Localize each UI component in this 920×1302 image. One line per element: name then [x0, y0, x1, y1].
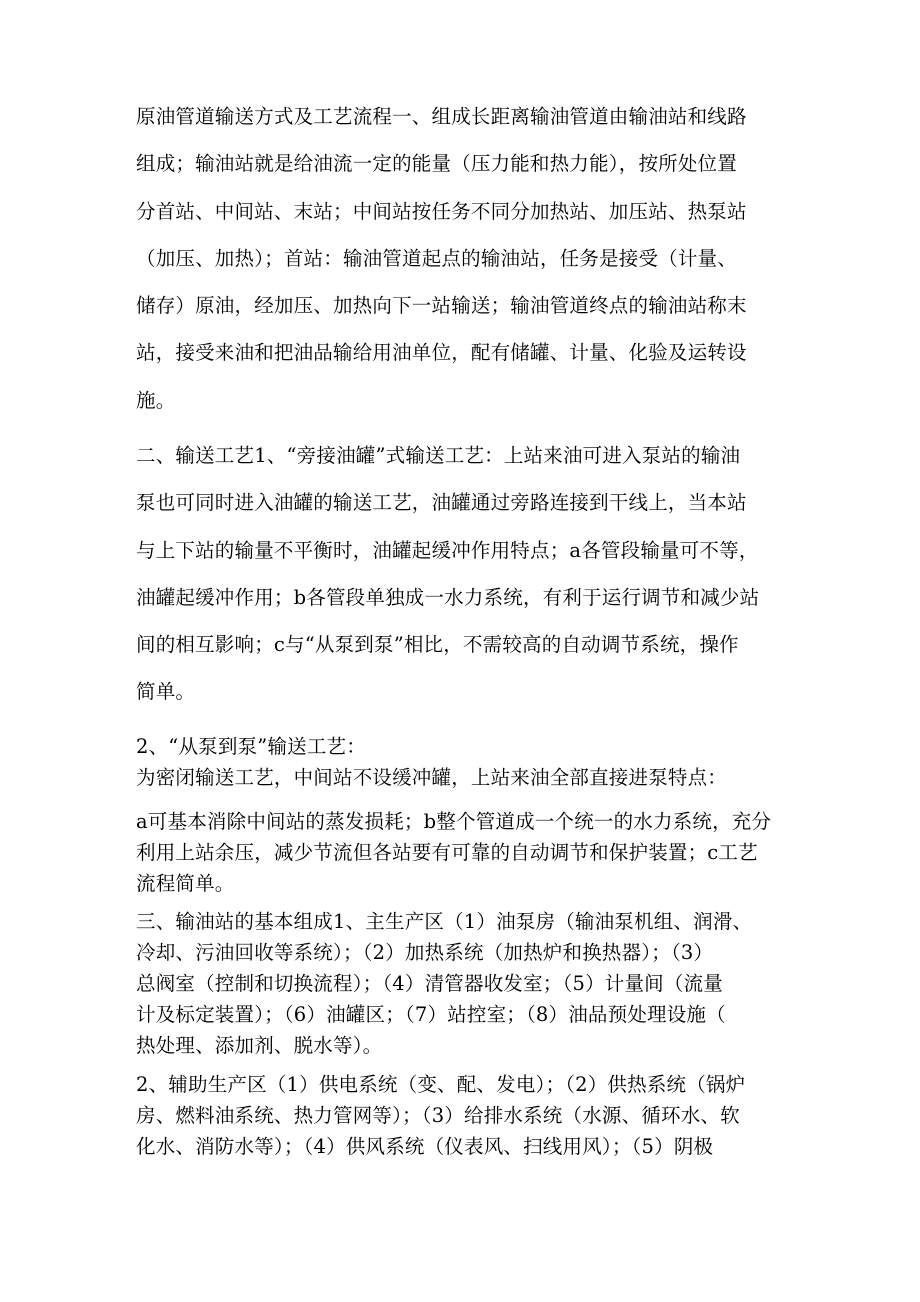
text-line: 总阀室（控制和切换流程）；（4）清管器收发室；（5）计量间（流量	[136, 972, 723, 995]
text-line: 冷却、污油回收等系统）；（2）加热系统（加热炉和换热器）；（3）	[136, 941, 714, 964]
paragraph-pump-to-pump-heading	[136, 731, 786, 793]
text-line: 间的相互影响；c与“从泵到泵”相比，不需较高的自动调节系统，操作	[136, 633, 739, 657]
text-line: 化水、消防水等）；（4）供风系统（仪表风、扫线用风）；（5）阴极	[136, 1135, 714, 1158]
text-line: 站，接受来油和把油品输给用油单位，配有储罐、计量、化验及运转设	[136, 341, 747, 365]
text-line: 分首站、中间站、末站；中间站按任务不同分加热站、加压站、热泵站	[136, 199, 747, 223]
paragraph-section-2	[136, 432, 786, 716]
text-line: 与上下站的输量不平衡时，油罐起缓冲作用特点；a各管段输量可不等，	[136, 538, 759, 562]
text-line: 简单。	[136, 680, 196, 704]
paragraph-intro	[136, 93, 786, 424]
text-line: 三、输油站的基本组成1、主生产区（1）油泵房（输油泵机组、润滑、	[136, 910, 753, 933]
text-line: 利用上站余压，减少节流但各站要有可靠的自动调节和保护装置；c工艺	[136, 841, 758, 864]
text-line: 原油管道输送方式及工艺流程一、组成长距离输油管道由输油站和线路	[136, 105, 747, 128]
text-line: （加压、加热）；首站：输油管道起点的输油站，任务是接受（计量、	[136, 246, 737, 270]
text-line: 房、燃料油系统、热力管网等）；（3）给排水系统（水源、循环水、软	[136, 1104, 740, 1127]
text-line: 储存）原油，经加压、加热向下一站输送；输油管道终点的输油站称末	[136, 294, 747, 318]
text-line: 为密闭输送工艺，中间站不设缓冲罐，上站来油全部直接进泵特点：	[136, 766, 728, 789]
paragraph-pump-to-pump-features	[136, 806, 786, 899]
text-line: a可基本消除中间站的蒸发损耗；b整个管道成一个统一的水力系统，充分	[136, 810, 772, 833]
text-line: 泵也可同时进入油罐的输送工艺，油罐通过旁路连接到干线上，当本站	[136, 491, 747, 515]
text-line: 二、输送工艺1、“旁接油罐”式输送工艺：上站来油可进入泵站的输油	[136, 444, 741, 467]
text-line: 热处理、添加剂、脱水等）。	[136, 1034, 383, 1057]
text-line: 2、“从泵到泵”输送工艺：	[136, 735, 366, 758]
text-line: 2、辅助生产区（1）供电系统（变、配、发电）；（2）供热系统（锅炉	[136, 1073, 746, 1096]
paragraph-auxiliary-area	[136, 1069, 786, 1162]
text-line: 油罐起缓冲作用；b各管段单独成一水力系统，有利于运行调节和减少站	[136, 585, 760, 609]
text-line: 流程简单。	[136, 872, 235, 895]
text-line: 计及标定装置）；（6）油罐区；（7）站控室；（8）油品预处理设施（	[136, 1003, 726, 1026]
paragraph-section-3	[136, 906, 786, 1061]
text-line: 施。	[136, 388, 176, 412]
text-line: 组成；输油站就是给油流一定的能量（压力能和热力能），按所处位置	[136, 152, 737, 176]
